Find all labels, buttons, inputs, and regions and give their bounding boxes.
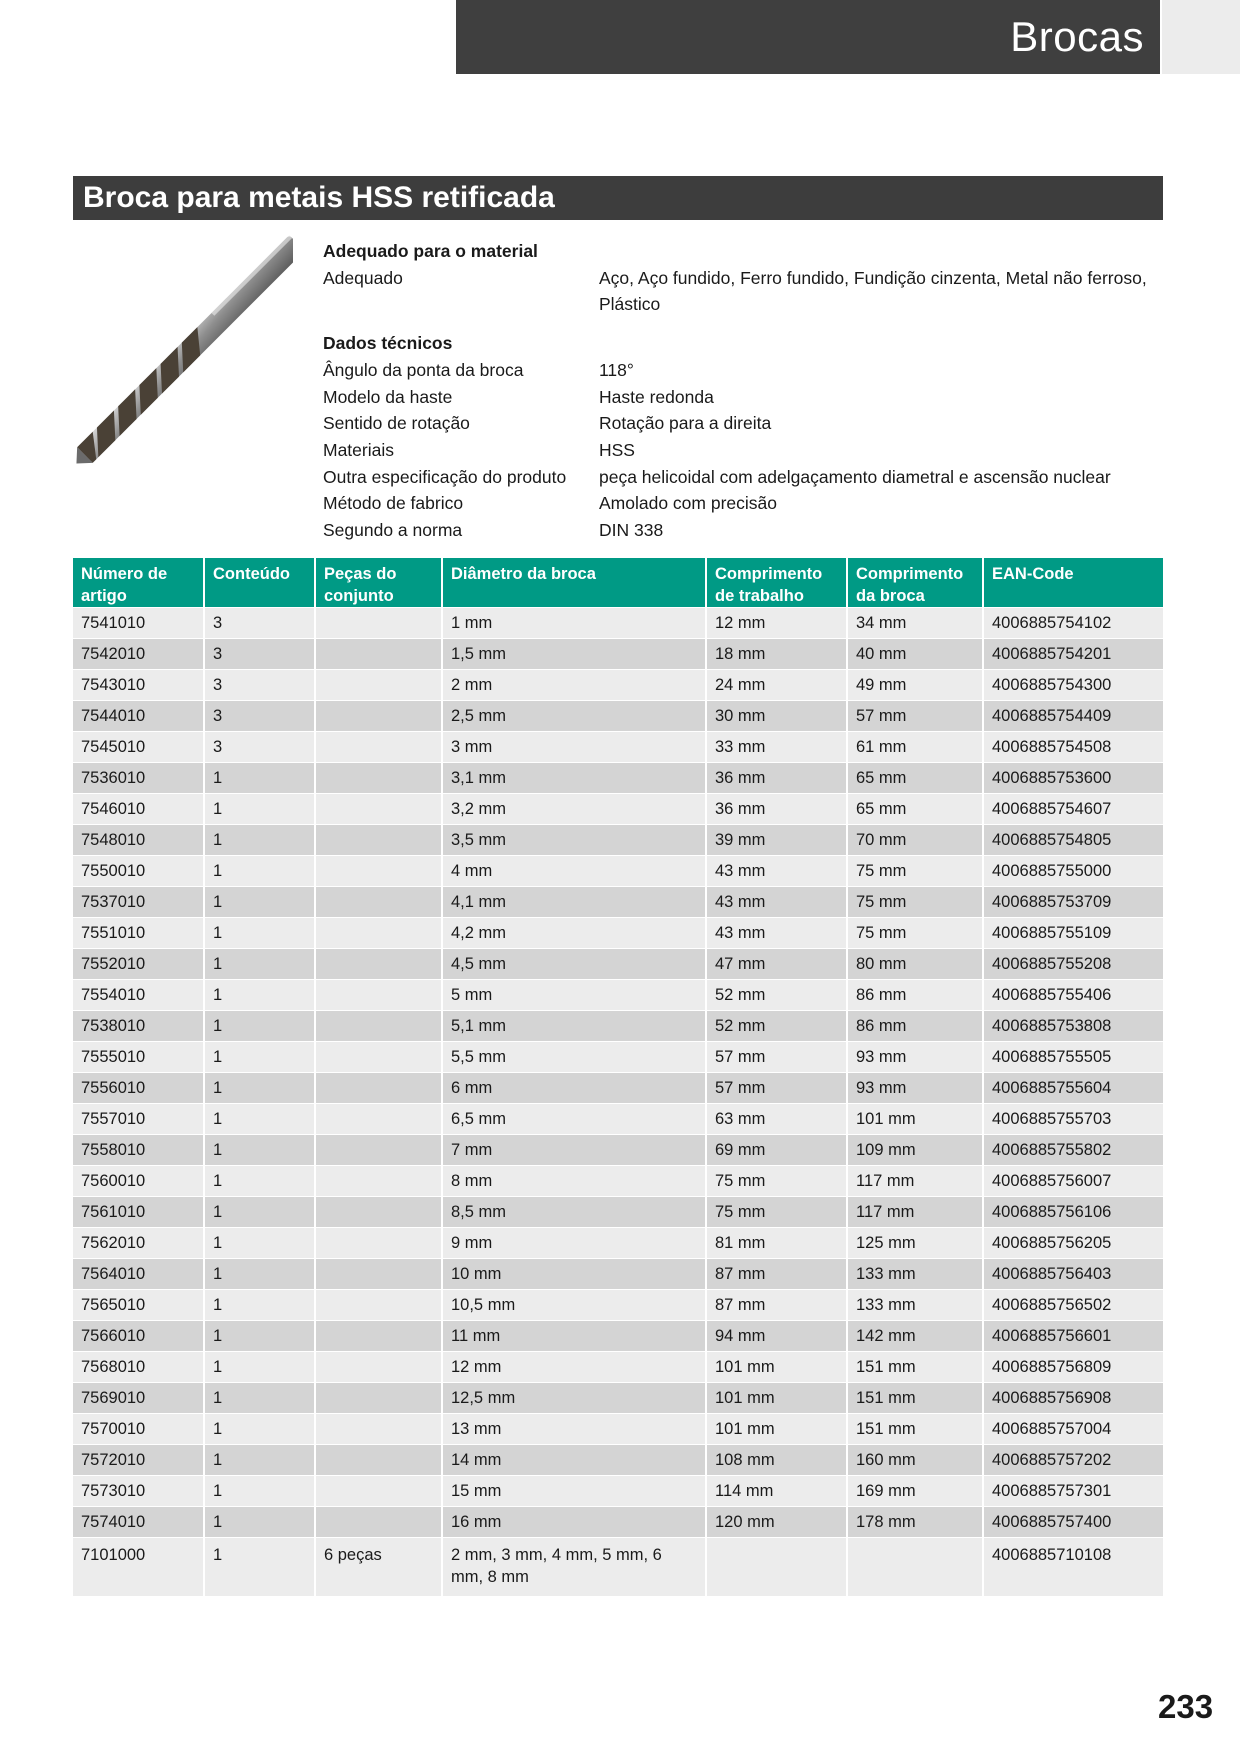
table-cell: 7545010 [73, 732, 204, 763]
table-cell: 109 mm [847, 1135, 983, 1166]
table-cell: 36 mm [706, 763, 847, 794]
table-cell: 63 mm [706, 1104, 847, 1135]
table-cell: 4006885753709 [983, 887, 1163, 918]
table-cell: 7546010 [73, 794, 204, 825]
table-cell: 80 mm [847, 949, 983, 980]
table-cell: 5 mm [442, 980, 706, 1011]
table-cell: 4006885756601 [983, 1321, 1163, 1352]
spec-value: HSS [599, 439, 635, 460]
table-cell: 18 mm [706, 639, 847, 670]
table-cell: 3 [204, 639, 315, 670]
spec-value: Rotação para a direita [599, 413, 772, 434]
table-cell [847, 1538, 983, 1597]
spec-label: Sentido de rotação [323, 413, 470, 434]
chapter-header [456, 0, 1160, 74]
table-cell: 1 [204, 1104, 315, 1135]
table-cell: 120 mm [706, 1507, 847, 1538]
table-cell: 4006885753808 [983, 1011, 1163, 1042]
table-row [73, 1104, 1163, 1135]
spec-row [323, 384, 1163, 411]
table-cell: 7564010 [73, 1259, 204, 1290]
table-cell: 7552010 [73, 949, 204, 980]
table-row [73, 1042, 1163, 1073]
table-cell [315, 1290, 442, 1321]
chapter-tab [1162, 0, 1240, 74]
table-cell: 4006885754508 [983, 732, 1163, 763]
table-cell [315, 763, 442, 794]
table-cell: 7569010 [73, 1383, 204, 1414]
table-cell: 36 mm [706, 794, 847, 825]
table-cell: 1 [204, 794, 315, 825]
table-cell [315, 794, 442, 825]
table-cell: 57 mm [706, 1042, 847, 1073]
table-cell: 86 mm [847, 1011, 983, 1042]
table-cell: 7558010 [73, 1135, 204, 1166]
table-cell: 8,5 mm [442, 1197, 706, 1228]
product-table [73, 558, 1163, 1596]
table-cell: 4006885755208 [983, 949, 1163, 980]
table-cell: 7565010 [73, 1290, 204, 1321]
table-cell: 75 mm [847, 856, 983, 887]
table-cell: 87 mm [706, 1290, 847, 1321]
table-cell: 1 [204, 1321, 315, 1352]
table-row [73, 1073, 1163, 1104]
table-cell: 1 [204, 825, 315, 856]
table-cell: 10,5 mm [442, 1290, 706, 1321]
table-cell: 3 [204, 608, 315, 639]
table-cell: 5,5 mm [442, 1042, 706, 1073]
table-cell: 93 mm [847, 1042, 983, 1073]
table-cell [315, 825, 442, 856]
spec-row [323, 357, 1163, 384]
table-cell: 7537010 [73, 887, 204, 918]
table-row [73, 949, 1163, 980]
table-cell: 7101000 [73, 1538, 204, 1597]
table-cell [315, 1445, 442, 1476]
spec-label: Segundo a norma [323, 520, 463, 541]
table-cell: 6 peças [315, 1538, 442, 1597]
table-cell: 1 [204, 1290, 315, 1321]
table-cell: 43 mm [706, 887, 847, 918]
table-cell: 4006885756908 [983, 1383, 1163, 1414]
table-cell: 7541010 [73, 608, 204, 639]
table-cell: 1 [204, 918, 315, 949]
table-row [73, 918, 1163, 949]
table-cell: 75 mm [847, 887, 983, 918]
table-cell: 7538010 [73, 1011, 204, 1042]
table-row [73, 1290, 1163, 1321]
table-cell: 5,1 mm [442, 1011, 706, 1042]
table-cell: 4006885754201 [983, 639, 1163, 670]
table-cell: 24 mm [706, 670, 847, 701]
table-cell: 3 [204, 670, 315, 701]
table-cell: 1 [204, 980, 315, 1011]
table-row [73, 763, 1163, 794]
table-cell: 7536010 [73, 763, 204, 794]
table-cell: 178 mm [847, 1507, 983, 1538]
table-cell: 4006885755505 [983, 1042, 1163, 1073]
table-cell [315, 1321, 442, 1352]
drill-bit-icon [73, 234, 293, 464]
table-cell [315, 1383, 442, 1414]
table-cell: 1 [204, 763, 315, 794]
table-row [73, 1135, 1163, 1166]
table-cell: 1 [204, 856, 315, 887]
table-row [73, 1166, 1163, 1197]
table-cell: 142 mm [847, 1321, 983, 1352]
table-row [73, 701, 1163, 732]
table-cell: 7548010 [73, 825, 204, 856]
technical-list [323, 357, 1163, 544]
table-row [73, 639, 1163, 670]
material-heading: Adequado para o material [323, 241, 538, 261]
table-cell: 1 [204, 887, 315, 918]
table-row [73, 980, 1163, 1011]
column-header: Comprimento da broca [847, 558, 983, 608]
table-cell: 133 mm [847, 1290, 983, 1321]
table-cell [315, 856, 442, 887]
table-row [73, 1228, 1163, 1259]
table-cell: 4006885754409 [983, 701, 1163, 732]
table-cell: 1 [204, 1352, 315, 1383]
spec-row [323, 464, 1163, 491]
column-header: Peças do conjunto [315, 558, 442, 608]
table-row [73, 887, 1163, 918]
table-cell: 1,5 mm [442, 639, 706, 670]
table-cell: 4006885757202 [983, 1445, 1163, 1476]
table-cell: 6,5 mm [442, 1104, 706, 1135]
table-cell: 57 mm [847, 701, 983, 732]
section-header [73, 176, 1163, 220]
table-cell: 4006885755406 [983, 980, 1163, 1011]
table-cell: 4006885756403 [983, 1259, 1163, 1290]
table-cell: 1 mm [442, 608, 706, 639]
table-cell: 1 [204, 1383, 315, 1414]
table-cell: 57 mm [706, 1073, 847, 1104]
table-cell: 4 mm [442, 856, 706, 887]
table-cell: 101 mm [706, 1352, 847, 1383]
table-cell: 1 [204, 1197, 315, 1228]
table-cell: 34 mm [847, 608, 983, 639]
chapter-title: Brocas [1010, 13, 1144, 60]
table-cell [315, 1507, 442, 1538]
table-row [73, 1197, 1163, 1228]
table-cell: 7574010 [73, 1507, 204, 1538]
table-cell [315, 1073, 442, 1104]
table-cell: 75 mm [847, 918, 983, 949]
table-cell: 151 mm [847, 1414, 983, 1445]
table-cell: 4006885757301 [983, 1476, 1163, 1507]
table-row [73, 1011, 1163, 1042]
table-cell: 10 mm [442, 1259, 706, 1290]
table-row [73, 825, 1163, 856]
table-cell: 7560010 [73, 1166, 204, 1197]
table-cell [315, 1011, 442, 1042]
table-cell [315, 918, 442, 949]
table-cell: 3 [204, 732, 315, 763]
table-cell: 7543010 [73, 670, 204, 701]
table-cell: 160 mm [847, 1445, 983, 1476]
table-cell: 33 mm [706, 732, 847, 763]
table-cell: 3 mm [442, 732, 706, 763]
table-row [73, 1383, 1163, 1414]
table-cell: 52 mm [706, 1011, 847, 1042]
table-cell: 1 [204, 1507, 315, 1538]
table-cell: 70 mm [847, 825, 983, 856]
table-cell: 93 mm [847, 1073, 983, 1104]
table-cell: 69 mm [706, 1135, 847, 1166]
table-cell: 7561010 [73, 1197, 204, 1228]
table-cell: 12,5 mm [442, 1383, 706, 1414]
table-cell [315, 608, 442, 639]
table-cell: 3,1 mm [442, 763, 706, 794]
table-cell: 4006885755703 [983, 1104, 1163, 1135]
column-header: Número de artigo [73, 558, 204, 608]
table-cell: 1 [204, 1538, 315, 1597]
table-cell: 65 mm [847, 763, 983, 794]
table-cell: 4006885755604 [983, 1073, 1163, 1104]
page-number: 233 [1158, 1688, 1214, 1725]
table-cell: 1 [204, 1445, 315, 1476]
table-cell: 4,2 mm [442, 918, 706, 949]
table-cell: 4006885755802 [983, 1135, 1163, 1166]
section-title: Broca para metais HSS retificada [83, 181, 555, 214]
table-cell [315, 1104, 442, 1135]
table-row [73, 1445, 1163, 1476]
table-cell: 7568010 [73, 1352, 204, 1383]
column-header: Diâmetro da broca [442, 558, 706, 608]
table-cell: 4006885756205 [983, 1228, 1163, 1259]
table-cell: 52 mm [706, 980, 847, 1011]
table-cell: 4006885757004 [983, 1414, 1163, 1445]
table-cell: 7 mm [442, 1135, 706, 1166]
table-cell: 7570010 [73, 1414, 204, 1445]
table-cell: 7550010 [73, 856, 204, 887]
table-row [73, 1507, 1163, 1538]
spec-label: Método de fabrico [323, 493, 464, 514]
table-cell: 4006885756007 [983, 1166, 1163, 1197]
table-cell: 7573010 [73, 1476, 204, 1507]
table-cell [315, 1197, 442, 1228]
spec-value: Haste redonda [599, 386, 714, 407]
table-cell: 7544010 [73, 701, 204, 732]
table-cell: 8 mm [442, 1166, 706, 1197]
table-cell: 4,5 mm [442, 949, 706, 980]
table-cell: 7556010 [73, 1073, 204, 1104]
table-cell: 39 mm [706, 825, 847, 856]
table-row [73, 732, 1163, 763]
table-cell [315, 1166, 442, 1197]
table-cell: 4006885756106 [983, 1197, 1163, 1228]
table-cell: 4006885754102 [983, 608, 1163, 639]
table-cell [315, 887, 442, 918]
table-cell: 1 [204, 1073, 315, 1104]
table-row [73, 608, 1163, 639]
table-cell: 1 [204, 1476, 315, 1507]
table-cell: 151 mm [847, 1383, 983, 1414]
table-cell: 65 mm [847, 794, 983, 825]
table-cell: 4006885710108 [983, 1538, 1163, 1597]
spec-value: 118° [599, 359, 634, 380]
table-cell: 151 mm [847, 1352, 983, 1383]
column-header: Conteúdo [204, 558, 315, 608]
table-cell: 15 mm [442, 1476, 706, 1507]
table-cell: 43 mm [706, 856, 847, 887]
table-cell: 30 mm [706, 701, 847, 732]
spec-label: Ângulo da ponta da broca [323, 359, 524, 380]
table-cell: 4006885753600 [983, 763, 1163, 794]
table-cell: 108 mm [706, 1445, 847, 1476]
table-cell [315, 1476, 442, 1507]
table-cell: 75 mm [706, 1166, 847, 1197]
spec-value: Amolado com precisão [599, 493, 777, 514]
table-cell: 7566010 [73, 1321, 204, 1352]
column-header: EAN-Code [983, 558, 1163, 608]
table-cell: 4006885754300 [983, 670, 1163, 701]
table-cell: 1 [204, 1042, 315, 1073]
table-cell: 4,1 mm [442, 887, 706, 918]
table-cell: 81 mm [706, 1228, 847, 1259]
table-row [73, 1476, 1163, 1507]
spec-row [323, 410, 1163, 437]
spec-label: Adequado [323, 267, 403, 288]
table-cell: 1 [204, 1228, 315, 1259]
table-cell [315, 670, 442, 701]
table-row [73, 1414, 1163, 1445]
table-cell: 125 mm [847, 1228, 983, 1259]
table-cell: 1 [204, 949, 315, 980]
table-row [73, 1259, 1163, 1290]
table-cell: 1 [204, 1166, 315, 1197]
table-cell: 13 mm [442, 1414, 706, 1445]
table-row [73, 1538, 1163, 1597]
table-cell [315, 1042, 442, 1073]
table-cell [315, 1414, 442, 1445]
table-header-row [73, 558, 1163, 608]
spec-value: Aço, Aço fundido, Ferro fundido, Fundição cinzenta, Metal não ferroso, Plástico [599, 267, 1147, 315]
table-cell [315, 1228, 442, 1259]
table-cell [315, 639, 442, 670]
table-cell: 94 mm [706, 1321, 847, 1352]
table-cell: 2 mm [442, 670, 706, 701]
table-cell: 117 mm [847, 1197, 983, 1228]
spec-block [323, 238, 1163, 544]
table-cell: 4006885754607 [983, 794, 1163, 825]
table-cell: 169 mm [847, 1476, 983, 1507]
table-cell [315, 701, 442, 732]
spec-row [323, 437, 1163, 464]
spec-row [323, 517, 1163, 544]
table-cell: 7562010 [73, 1228, 204, 1259]
table-cell: 2,5 mm [442, 701, 706, 732]
spec-value: DIN 338 [599, 520, 664, 541]
table-cell: 7572010 [73, 1445, 204, 1476]
table-cell: 16 mm [442, 1507, 706, 1538]
table-cell: 4006885756502 [983, 1290, 1163, 1321]
table-cell [315, 980, 442, 1011]
table-cell: 1 [204, 1135, 315, 1166]
table-cell: 101 mm [706, 1383, 847, 1414]
table-cell: 43 mm [706, 918, 847, 949]
spec-value: peça helicoidal com adelgaçamento diametral e ascensão nuclear [599, 466, 1111, 487]
table-cell: 3 [204, 701, 315, 732]
table-cell: 4006885755109 [983, 918, 1163, 949]
table-cell: 114 mm [706, 1476, 847, 1507]
spec-label: Modelo da haste [323, 386, 453, 407]
table-cell: 7555010 [73, 1042, 204, 1073]
table-cell: 117 mm [847, 1166, 983, 1197]
spec-label: Materiais [323, 439, 394, 460]
table-row [73, 1321, 1163, 1352]
table-cell: 4006885756809 [983, 1352, 1163, 1383]
table-cell: 11 mm [442, 1321, 706, 1352]
table-cell [315, 949, 442, 980]
table-cell: 47 mm [706, 949, 847, 980]
table-cell: 3,2 mm [442, 794, 706, 825]
table-cell: 4006885754805 [983, 825, 1163, 856]
table-cell: 101 mm [706, 1414, 847, 1445]
table-cell: 7551010 [73, 918, 204, 949]
table-row [73, 670, 1163, 701]
table-cell: 14 mm [442, 1445, 706, 1476]
table-cell: 1 [204, 1011, 315, 1042]
table-cell: 1 [204, 1259, 315, 1290]
spec-row-material [323, 265, 1163, 318]
table-cell: 4006885755000 [983, 856, 1163, 887]
table-cell: 61 mm [847, 732, 983, 763]
spec-row [323, 490, 1163, 517]
table-cell: 87 mm [706, 1259, 847, 1290]
table-cell [315, 1135, 442, 1166]
column-header: Comprimento de trabalho [706, 558, 847, 608]
table-row [73, 856, 1163, 887]
table-cell: 2 mm, 3 mm, 4 mm, 5 mm, 6 mm, 8 mm [442, 1538, 706, 1597]
table-cell: 7557010 [73, 1104, 204, 1135]
table-cell: 86 mm [847, 980, 983, 1011]
table-cell [315, 1259, 442, 1290]
table-cell: 7542010 [73, 639, 204, 670]
table-row [73, 1352, 1163, 1383]
table-cell: 1 [204, 1414, 315, 1445]
table-row [73, 794, 1163, 825]
table-cell: 101 mm [847, 1104, 983, 1135]
table-cell [315, 732, 442, 763]
table-cell: 3,5 mm [442, 825, 706, 856]
table-cell: 7554010 [73, 980, 204, 1011]
table-cell: 40 mm [847, 639, 983, 670]
table-cell: 49 mm [847, 670, 983, 701]
table-cell: 12 mm [706, 608, 847, 639]
table-cell [706, 1538, 847, 1597]
table-cell: 12 mm [442, 1352, 706, 1383]
table-cell: 9 mm [442, 1228, 706, 1259]
table-cell: 4006885757400 [983, 1507, 1163, 1538]
table-cell: 133 mm [847, 1259, 983, 1290]
table-cell: 75 mm [706, 1197, 847, 1228]
spec-label: Outra especificação do produto [323, 466, 567, 487]
table-cell: 6 mm [442, 1073, 706, 1104]
table-cell [315, 1352, 442, 1383]
technical-heading: Dados técnicos [323, 333, 453, 354]
